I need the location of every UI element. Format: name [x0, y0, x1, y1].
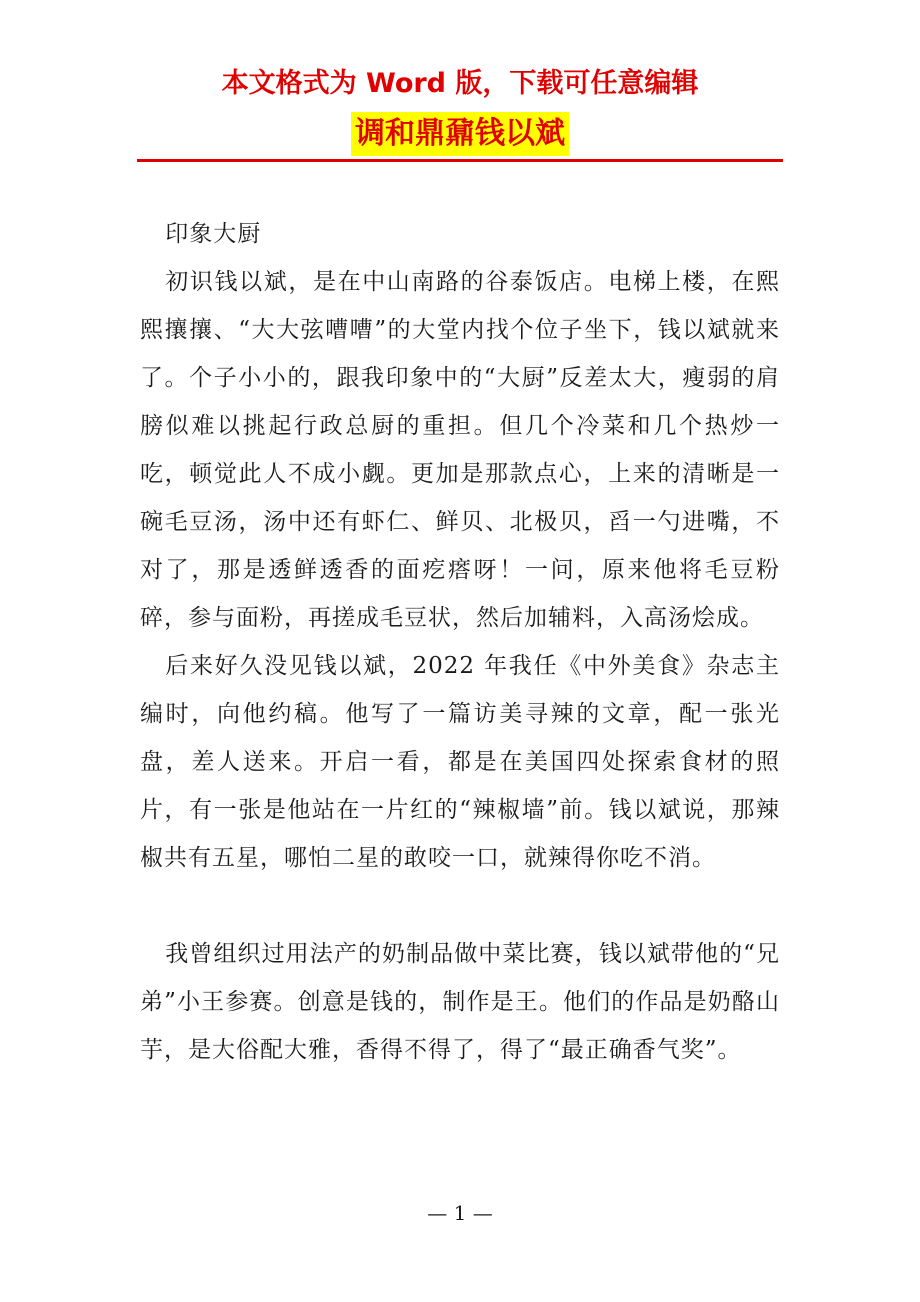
section-heading: 印象大厨 — [165, 221, 262, 247]
article-body — [140, 210, 780, 1074]
title-divider — [137, 159, 783, 162]
download-banner: 本文格式为 Word 版，下载可任意编辑 — [221, 68, 699, 99]
paragraph: 后来好久没见钱以斌，2022 年我任《中外美食》杂志主编时，向他约稿。他写了一篇访美寻辣的文章，配一张光盘，差人送来。开启一看，都是在美国四处探索食材的照片，有一张是他站在一片红的“辣椒墙”前。钱以斌说，那辣椒共有五星，哪怕二星的敢咬一口，就辣得你吃不消。 — [140, 653, 780, 871]
document-title: 调和鼎鼐钱以斌 — [351, 112, 569, 156]
title-wrap — [0, 112, 920, 156]
paragraph: 初识钱以斌，是在中山南路的谷泰饭店。电梯上楼，在熙熙攘攘、“大大弦嘈嘈”的大堂内找个位子坐下，钱以斌就来了。个子小小的，跟我印象中的“大厨”反差太大，瘦弱的肩膀似难以挑起行政总厨的重担。但几个冷菜和几个热炒一吃，顿觉此人不成小觑。更加是那款点心，上来的清晰是一碗毛豆汤，汤中还有虾仁、鲜贝、北极贝，舀一勺进嘴，不对了，那是透鲜透香的面疙瘩呀！一问，原来他将毛豆粉碎，参与面粉，再搓成毛豆状，然后加辅料，入高汤烩成。 — [140, 269, 780, 631]
paragraph: 我曾组织过用法产的奶制品做中菜比赛，钱以斌带他的“兄弟”小王参赛。创意是钱的，制作是王。他们的作品是奶酪山芋，是大俗配大雅，香得不得了，得了“最正确香气奖”。 — [140, 941, 780, 1063]
page-number: — 1 — — [427, 1201, 493, 1225]
